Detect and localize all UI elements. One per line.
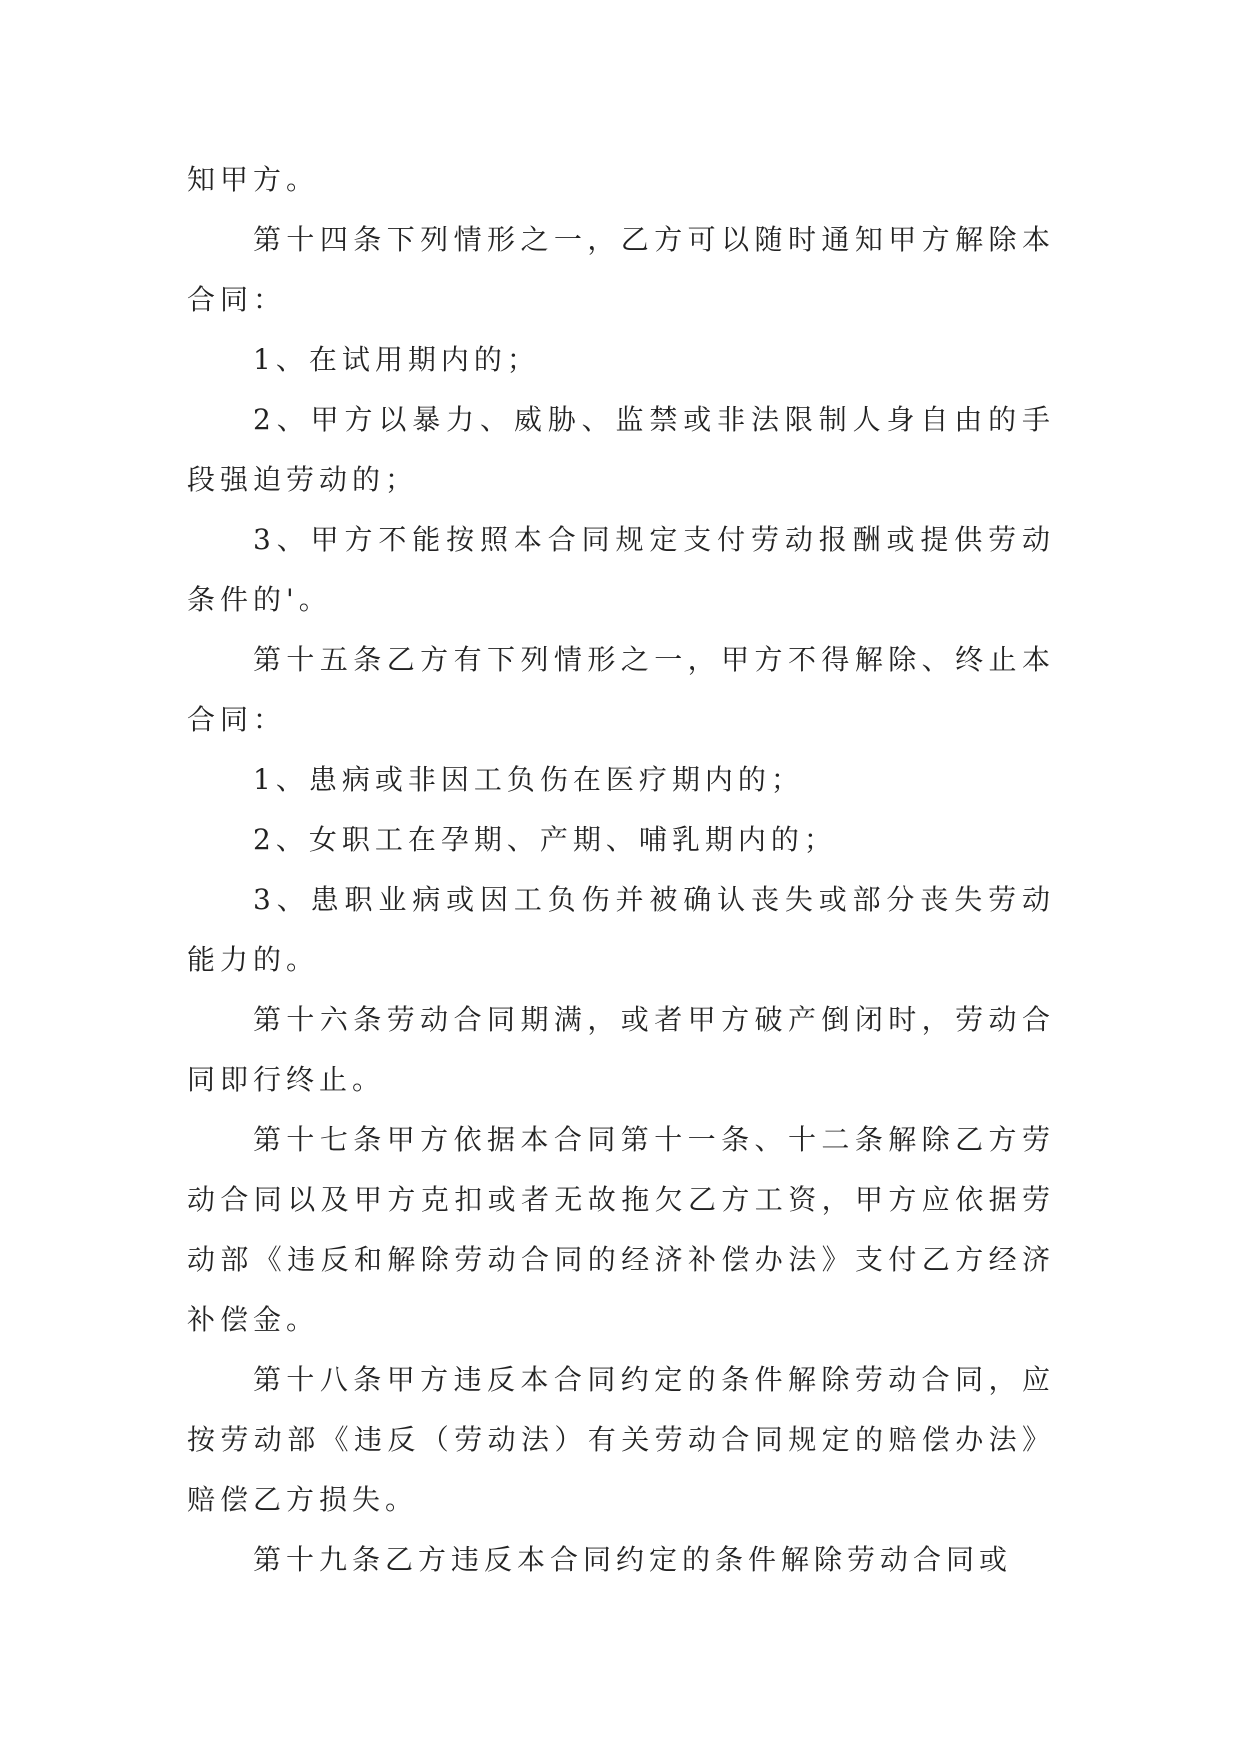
list-item: 2、甲方以暴力、威胁、监禁或非法限制人身自由的手段强迫劳动的； (187, 403, 1055, 496)
paragraph-article-16: 第十六条劳动合同期满，或者甲方破产倒闭时，劳动合同即行终止。 (187, 1003, 1055, 1096)
paragraph-article-19: 第十九条乙方违反本合同约定的条件解除劳动合同或 (253, 1543, 1013, 1576)
list-item: 1、患病或非因工负伤在医疗期内的； (253, 763, 804, 796)
paragraph-article-17: 第十七条甲方依据本合同第十一条、十二条解除乙方劳动合同以及甲方克扣或者无故拖欠乙方工资，甲方应依据劳动部《违反和解除劳动合同的经济补偿办法》支付乙方经济补偿金。 (187, 1123, 1055, 1336)
list-item: 3、甲方不能按照本合同规定支付劳动报酬或提供劳动条件的'。 (187, 523, 1055, 616)
list-item: 3、患职业病或因工负伤并被确认丧失或部分丧失劳动能力的。 (187, 883, 1055, 976)
list-item: 1、在试用期内的； (253, 343, 540, 376)
paragraph-article-15: 第十五条乙方有下列情形之一，甲方不得解除、终止本合同： (187, 643, 1055, 736)
paragraph-article-14: 第十四条下列情形之一，乙方可以随时通知甲方解除本合同： (187, 223, 1055, 316)
document-body (187, 150, 1055, 1590)
list-item: 2、女职工在孕期、产期、哺乳期内的； (253, 823, 837, 856)
paragraph-article-18: 第十八条甲方违反本合同约定的条件解除劳动合同，应按劳动部《违反（劳动法）有关劳动合同规定的赔偿办法》赔偿乙方损失。 (187, 1363, 1055, 1516)
paragraph: 知甲方。 (187, 163, 320, 196)
